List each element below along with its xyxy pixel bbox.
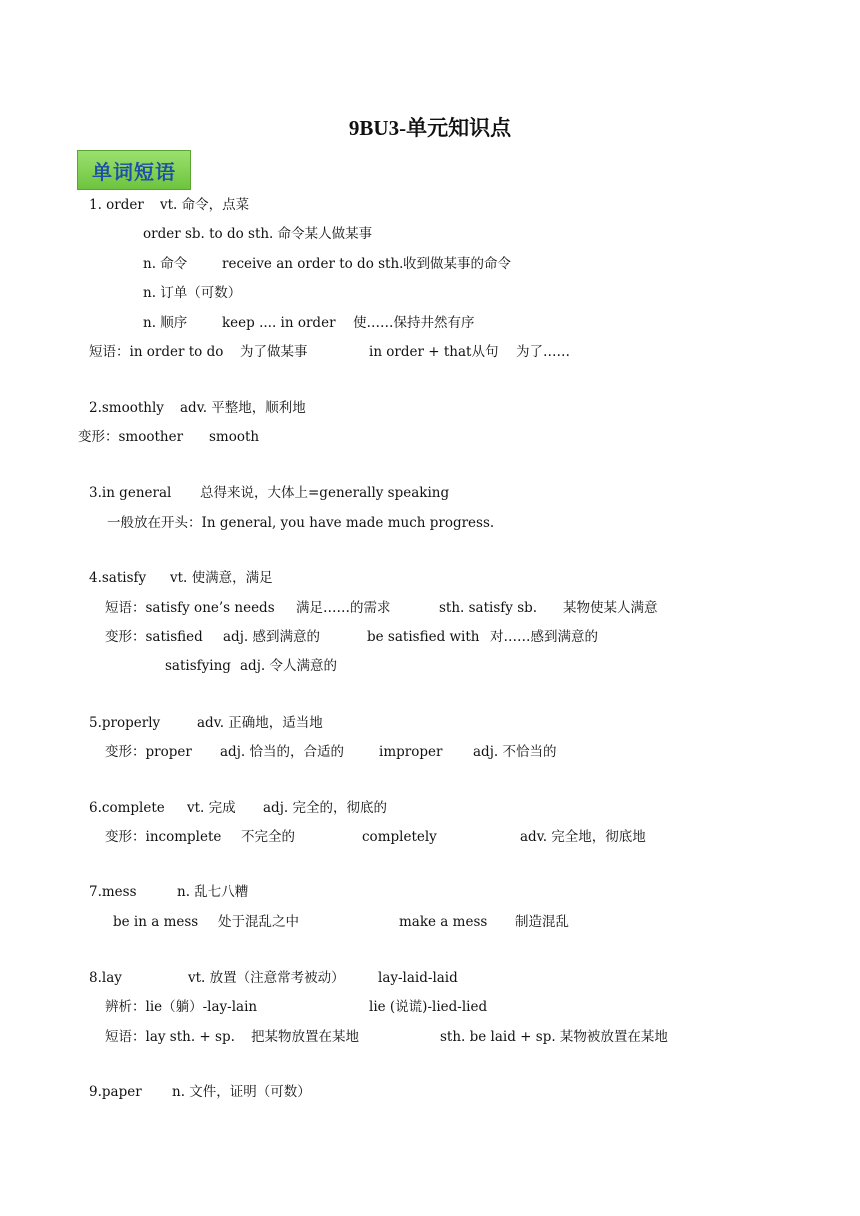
- entry-paper: [0, 1083, 860, 1101]
- section-banner: 单词短语: [77, 150, 191, 190]
- entry-order: [0, 196, 860, 214]
- entry-headword: 5.properly: [89, 715, 161, 731]
- entry-headword: 2.smoothly: [89, 400, 164, 416]
- entry-phrases: 短语：in order to do 为了做某事 in order + that从句 为了……: [89, 344, 570, 360]
- entry-headword: 6.complete: [89, 800, 165, 816]
- entry-forms: 变形：proper adj. 恰当的，合适的 improper adj. 不恰当的: [105, 744, 557, 760]
- entry-line: 辨析：lie（躺）-lay-lain lie (说谎)-lied-lied: [105, 999, 488, 1015]
- entry-in-general: [0, 484, 860, 502]
- entry-lay: [0, 969, 860, 987]
- entry-pos: 总得来说，大体上=generally speaking: [200, 485, 450, 501]
- entry-properly: [0, 714, 860, 732]
- entry-pos: n. 文件，证明（可数）: [172, 1084, 311, 1100]
- entry-forms: 变形：incomplete 不完全的 completely adv. 完全地，彻底地: [105, 829, 646, 845]
- entry-phrases: be in a mess 处于混乱之中 make a mess 制造混乱: [113, 914, 569, 930]
- entry-smoothly: [0, 399, 860, 417]
- entry-pos: vt. 使满意，满足: [170, 570, 273, 586]
- entry-pos: vt. 命令，点菜: [160, 197, 250, 213]
- entry-headword: 1. order: [89, 197, 144, 213]
- entry-forms: 变形：smoother smooth: [78, 429, 260, 445]
- entry-headword: 7.mess: [89, 884, 137, 900]
- entry-headword: 9.paper: [89, 1084, 142, 1100]
- page-title: 9BU3-单元知识点: [348, 116, 512, 140]
- entry-mess: [0, 883, 860, 901]
- entry-phrases: 短语：lay sth. + sp. 把某物放置在某地 sth. be laid + sp. 某物被放置在某地: [105, 1029, 668, 1045]
- entry-line: 一般放在开头：In general, you have made much progress.: [107, 515, 495, 531]
- entry-line: n. 命令 receive an order to do sth. 收到做某事的命令: [143, 256, 511, 272]
- entry-pos: adj. 完全的，彻底的: [263, 800, 387, 816]
- entry-headword: 4.satisfy: [89, 570, 147, 586]
- entry-pos: vt. 完成: [187, 800, 236, 816]
- entry-pos: vt. 放置（注意常考被动）: [188, 970, 345, 986]
- entry-complete: [0, 799, 860, 817]
- entry-headword: 3.in general: [89, 485, 172, 501]
- entry-pos: adv. 正确地，适当地: [197, 715, 323, 731]
- entry-headword: 8.lay: [89, 970, 122, 986]
- entry-pos: adv. 平整地，顺利地: [180, 400, 306, 416]
- entry-line: satisfying adj. 令人满意的: [165, 658, 337, 674]
- entry-pos: n. 乱七八糟: [177, 884, 249, 900]
- entry-phrases: 短语：satisfy one’s needs 满足……的需求 sth. satisfy sb. 某物使某人满意: [105, 600, 658, 616]
- entry-forms: lay-laid-laid: [378, 970, 458, 986]
- entry-line: n. 订单（可数）: [143, 285, 242, 301]
- entry-line: n. 顺序 keep .... in order 使……保持井然有序: [143, 315, 475, 331]
- entry-satisfy: [0, 569, 860, 587]
- entry-line: order sb. to do sth. 命令某人做某事: [143, 226, 373, 242]
- entry-forms: 变形：satisfied adj. 感到满意的 be satisfied with 对……感到满意的: [105, 629, 598, 645]
